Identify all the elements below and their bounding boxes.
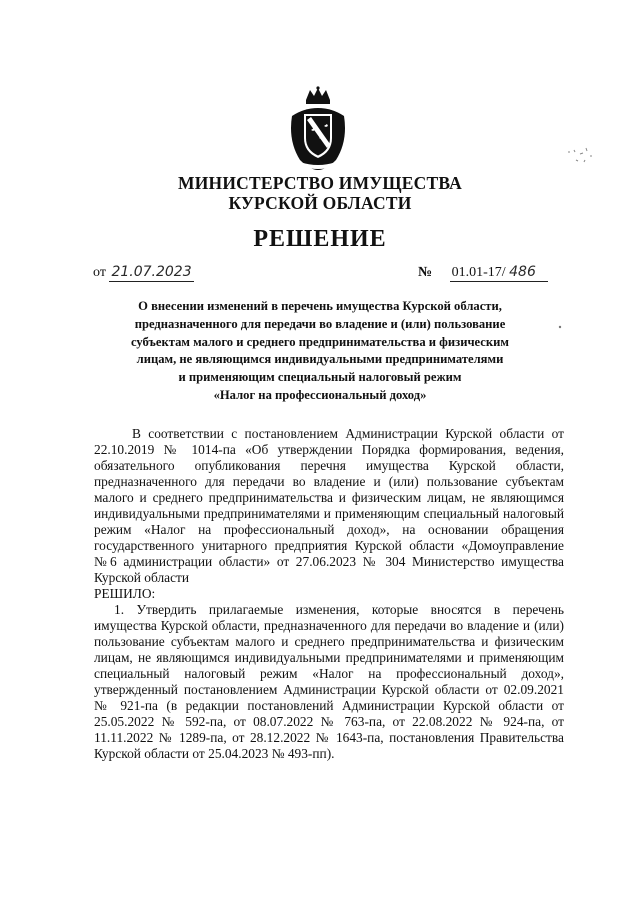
decision-number-handwritten: 486 (509, 264, 536, 280)
organization-name-line1: МИНИСТЕРСТВО ИМУЩЕСТВА (178, 173, 462, 193)
decision-body (94, 426, 564, 762)
decision-date-row (93, 264, 194, 281)
number-symbol: № (418, 265, 433, 280)
decision-subject (80, 298, 560, 405)
document-type-title: РЕШЕНИЕ (253, 226, 387, 252)
organization-name-line2: КУРСКОЙ ОБЛАСТИ (228, 193, 412, 213)
subject-line: О внесении изменений в перечень имущества Курской области, (138, 299, 502, 313)
preamble-paragraph: В соответствии с постановлением Администрации Курской области от 22.10.2019 № 1014-па «Об утверждении Порядка формирования, ведения, обязательного опубликования перечня имущества Курской области, предназначенного для передачи во владение и (или) пользование субъектам малого и среднего предпринимательства и физическим лицам, не являющимся индивидуальными предпринимателями и применяющим специальный налоговый режим «Налог на профессиональный доход», на основании обращения государственного унитарного предприятия Курской области «Домоуправление №6 администрации области» от 27.06.2023 № 304 Министерство имущества Курской области (94, 426, 564, 585)
date-prefix: от (93, 265, 106, 280)
subject-line: лицам, не являющимся индивидуальными предпринимателями (136, 352, 504, 367)
decision-item-1: 1. Утвердить прилагаемые изменения, которые вносятся в перечень имущества Курской области, предназначенного для передачи во владение и (или) пользование субъектам малого и среднего предпринимательства и физическим лицам, не являющимся индивидуальными предпринимателями и применяющим специальный налоговый режим «Налог на профессиональный доход», утвержденный постановлением Администрации Курской области от 02.09.2021 № 921-па (в редакции постановлений Администрации Курской области от 25.05.2022 № 592-па, от 08.07.2022 № 763-па, от 22.08.2022 № 924-па, от 11.11.2022 № 1289-па, от 28.12.2022 № 1643-па, постановления Правительства Курской области от 25.04.2023 № 493-пп). (94, 602, 564, 761)
subject-line: и применяющим специальный налоговый режим (178, 370, 462, 385)
kursk-coat-of-arms-icon (286, 86, 350, 172)
scan-artifact-marks (566, 142, 596, 166)
decision-number-field (450, 265, 549, 282)
subject-line: «Налог на профессиональный доход» (213, 387, 427, 402)
subject-line: субъектам малого и среднего предпринимательства и физическим (131, 334, 509, 349)
decided-label: РЕШИЛО: (94, 586, 156, 601)
subject-line: предназначенного для передачи во владение и (или) пользование (134, 316, 506, 331)
decision-date-handwritten: 21.07.2023 (111, 264, 192, 280)
decision-number-printed: 01.01-17/ (451, 265, 506, 280)
decision-number-row (418, 264, 548, 281)
